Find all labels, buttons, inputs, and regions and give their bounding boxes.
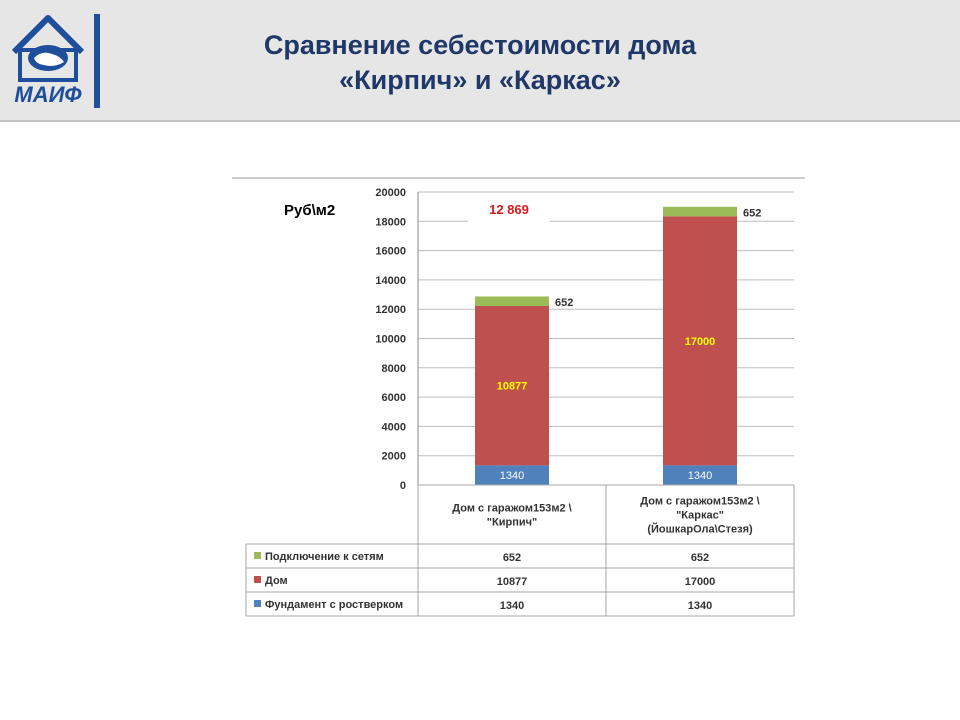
table-cell: 1340 [499,600,525,612]
legend-key [254,576,261,583]
title-line-1: Сравнение себестоимости дома [263,30,697,60]
table-cell: 10877 [496,576,528,588]
bar-segment [475,296,549,306]
data-label: 1340 [687,470,713,483]
y-tick-label: 8000 [381,362,406,375]
legend-label: Фундамент с ростверком [265,599,404,611]
category-label: (ЙошкарОла\Стезя) [647,523,753,536]
data-label: 1340 [499,470,525,483]
y-tick-label: 6000 [381,392,406,405]
table-cell: 652 [502,552,522,564]
table-cell: 17000 [684,576,716,588]
unit-label: Руб\м2 [284,202,336,219]
category-label: "Кирпич" [486,516,538,529]
category-label: Дом с гаражом153м2 \ [452,502,572,515]
legend-label: Дом [265,575,288,587]
data-label: 17000 [684,335,716,348]
y-tick-label: 0 [399,480,406,492]
title-line-2: «Кирпич» и «Каркас» [339,65,621,95]
y-tick-label: 20000 [375,187,406,199]
table-cell: 1340 [687,600,713,612]
table-cell: 652 [690,552,710,564]
total-annotation: 12 869 [468,199,550,223]
legend-key [254,600,261,607]
category-label: Дом с гаражом153м2 \ [640,495,760,508]
category-label: "Каркас" [676,509,724,522]
y-tick-label: 10000 [375,333,406,346]
data-label: 652 [743,207,762,220]
logo-text: МАИФ [14,82,82,107]
data-label: 652 [555,297,574,310]
y-tick-label: 12000 [375,304,406,317]
legend-label: Подключение к сетям [265,551,384,563]
y-tick-label: 4000 [381,421,406,434]
data-label: 10877 [496,380,528,393]
legend-key [254,552,261,559]
y-tick-label: 16000 [375,245,406,258]
y-tick-label: 18000 [375,216,406,229]
y-tick-label: 14000 [375,274,406,287]
bar-segment [663,207,737,217]
y-tick-label: 2000 [381,450,406,463]
